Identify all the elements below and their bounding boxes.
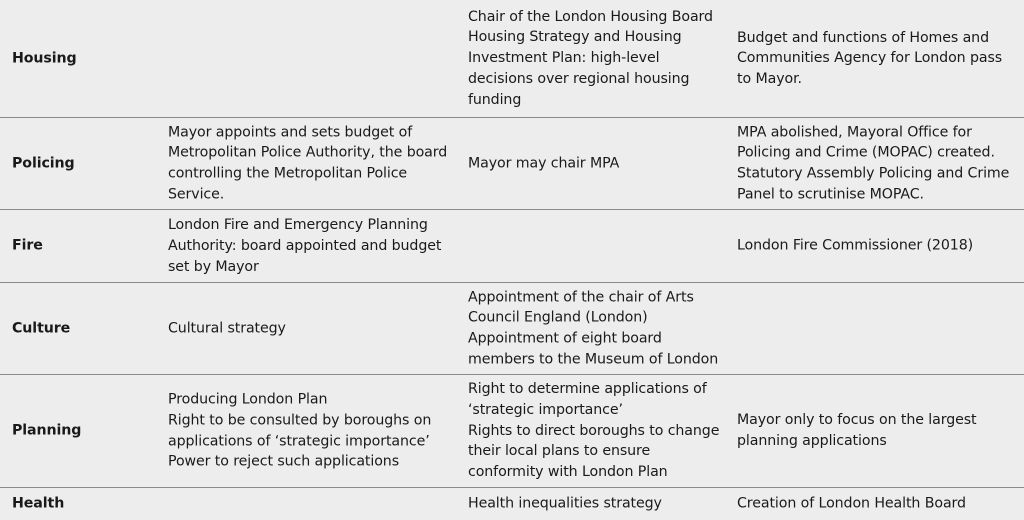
powers-cell-1: Mayor appoints and sets budget of Metropolitan Police Authority, the board controlling the Metropolitan Police Service. xyxy=(168,123,448,203)
table-row-policing xyxy=(0,118,1024,210)
powers-cell-3: Creation of London Health Board xyxy=(737,495,966,512)
powers-cell-2: Appointment of the chair of Arts Council England (London) Appointment of eight board members to the Museum of London xyxy=(468,288,719,368)
powers-cell-1: Producing London Plan Right to be consulted by boroughs on applications of ‘strategic importance’ Power to reject such applications xyxy=(168,391,432,470)
powers-cell-1: Cultural strategy xyxy=(168,320,286,337)
area-label: Housing xyxy=(12,50,77,67)
powers-cell-1: London Fire and Emergency Planning Authority: board appointed and budget set by Mayor xyxy=(168,216,442,275)
area-label: Policing xyxy=(12,155,75,172)
powers-cell-2: Mayor may chair MPA xyxy=(468,155,620,172)
powers-cell-3: Mayor only to focus on the largest planning applications xyxy=(737,412,977,449)
table-row-culture xyxy=(0,283,1024,375)
area-label: Health xyxy=(12,495,65,512)
table-row-planning xyxy=(0,375,1024,488)
table-row-health xyxy=(0,488,1024,520)
powers-cell-2: Health inequalities strategy xyxy=(468,495,662,512)
table-row-fire xyxy=(0,210,1024,283)
area-label: Planning xyxy=(12,422,82,439)
powers-cell-2: Chair of the London Housing Board Housing Strategy and Housing Investment Plan: high-level decisions over regional housing funding xyxy=(468,8,713,108)
powers-cell-3: London Fire Commissioner (2018) xyxy=(737,237,974,254)
area-label: Culture xyxy=(12,320,71,337)
table-row-housing xyxy=(0,0,1024,118)
powers-cell-3: MPA abolished, Mayoral Office for Policing and Crime (MOPAC) created. Statutory Assembly Policing and Crime Panel to scrutinise MOPAC. xyxy=(737,123,1010,203)
powers-cell-3: Budget and functions of Homes and Communities Agency for London pass to Mayor. xyxy=(737,29,1003,87)
powers-cell-2: Right to determine applications of ‘strategic importance’ Rights to direct boroughs to change their local plans to ensure conformity with London Plan xyxy=(468,381,720,481)
area-label: Fire xyxy=(12,237,43,254)
